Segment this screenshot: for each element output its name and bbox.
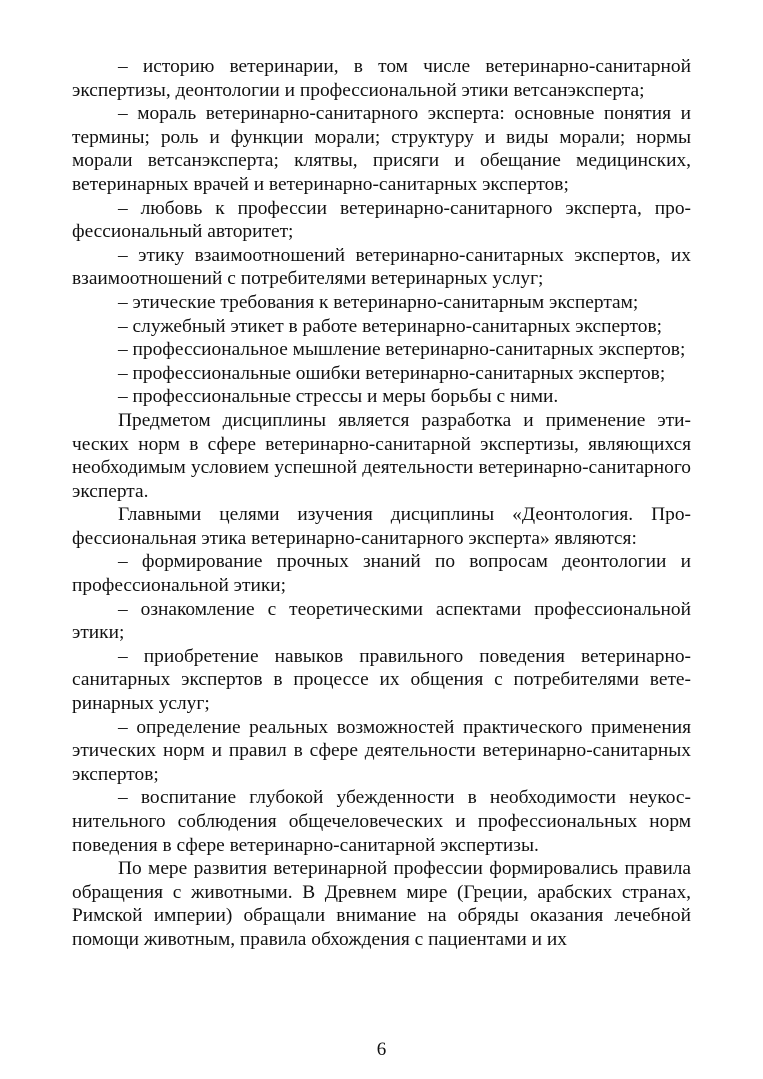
paragraph-professional-errors: – профессиональные ошибки ветеринарно-санитарных экспертов;: [118, 362, 666, 384]
paragraph-morality: – мораль ветеринарно-санитарного эксперта: основные понятия и термины; роль и функции морали; структуру и виды морали; нормы морали ветсанэксперта; клятвы, присяги и обещание медицинских, ветеринарных врачей и ветеринарно-санитарных экспертов;: [72, 103, 691, 195]
paragraph-discipline-subject: Предметом дисциплины является разработка и применение этических норм в сфере ветеринарно-санитарной экспертизы, являющихся необходимым условием успешной деятельности ветеринарно-санитарного эксперта.: [72, 409, 691, 502]
paragraph-goal-application: – определение реальных возможностей практического применения этических норм и правил в сфере деятельности ветеринарно-санитарных экспертов;: [72, 716, 691, 785]
paragraph-goal-skills: – приобретение навыков правильного поведения ветеринарно-санитарных экспертов в процессе их общения с потребителями ветеринарных услуг;: [72, 645, 691, 715]
paragraph-love-of-profession: – любовь к профессии ветеринарно-санитарного эксперта, профессиональный авторитет;: [72, 197, 691, 243]
page-number: 6: [376, 1039, 387, 1060]
paragraph-goal-knowledge: – формирование прочных знаний по вопросам деонтологии и профессиональной этики;: [72, 551, 691, 597]
paragraph-relationship-ethics: – этику взаимоотношений ветеринарно-санитарных экспертов, их взаимоотношений с потребителями ветеринарных услуг;: [72, 244, 691, 290]
page-body: [72, 55, 691, 952]
paragraph-ethical-requirements: – этические требования к ветеринарно-санитарным экспертам;: [118, 291, 639, 313]
paragraph-goal-conviction: – воспитание глубокой убежденности в необходимости неукоснительного соблюдения общечеловеческих и профессиональных норм поведения в сфере ветеринарно-санитарной экспертизы.: [72, 787, 691, 856]
paragraph-professional-thinking: – профессиональное мышление ветеринарно-санитарных экспертов;: [118, 339, 686, 361]
paragraph-service-etiquette: – служебный этикет в работе ветеринарно-санитарных экспертов;: [118, 315, 663, 337]
paragraph-main-goals: Главными целями изучения дисциплины «Деонтология. Профессиональная этика ветеринарно-санитарного эксперта» являются:: [72, 504, 691, 549]
paragraph-profession-development: По мере развития ветеринарной профессии формировались правила обращения с животными. В Древнем мире (Греции, арабских странах, Римской империи) обращали внимание на обряды оказания лечебной помощи животным, правила обхождения с пациентами и их: [72, 858, 691, 950]
paragraph-professional-stress: – профессиональные стрессы и меры борьбы с ними.: [118, 386, 559, 408]
paragraph-goal-theory: – ознакомление с теоретическими аспектами профессиональной этики;: [72, 598, 691, 644]
paragraph-history: – историю ветеринарии, в том числе ветеринарно-санитарной экспертизы, деонтологии и профессиональной этики ветсанэксперта;: [72, 56, 691, 101]
